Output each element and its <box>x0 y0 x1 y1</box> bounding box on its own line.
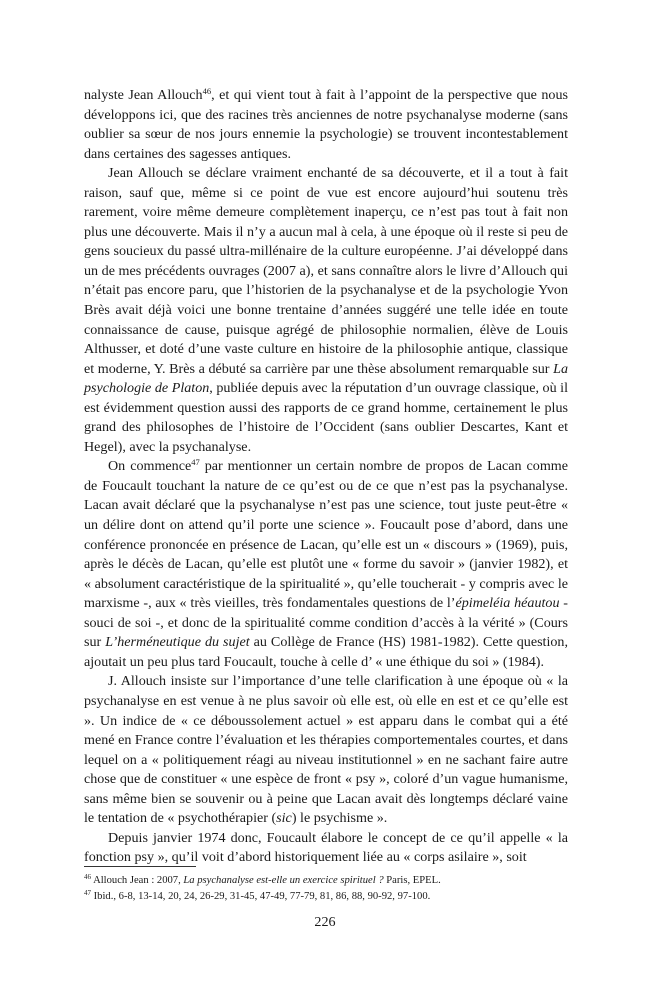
text-run: Jean Allouch se déclare vraiment enchanté de sa découverte, et il a tout à fait raison, sauf que, même si ce point de vue est encore aujourd’hui soutenu très rarement, voire même demeure complètement inaperçu, ce n’est pas tout à fait non plus une découverte. Mais il n’y a aucun mal à cela, à une époque où il reste si peu de gens soucieux du passé ultra-millénaire de la culture européenne. J’ai développé dans un de mes précédents ouvrages (2007 a), et sans connaître alors le livre d’Allouch qui n’était pas encore paru, que l’historien de la psychanalyse et de la psychologie Yvon Brès avait déjà voici une bonne trentaine d’années suggéré une telle idée en toute connaissance de cause, puisque agrégé de philosophie normalien, élève de Louis Althusser, et doté d’une vaste culture en histoire de la philosophie antique, classique et moderne, Y. Brès a débuté sa carrière par une thèse absolument remarquable sur <box>84 165 568 377</box>
footnote-ref: 47 <box>84 888 91 897</box>
paragraph <box>84 86 568 164</box>
text-run: au Collège de France (HS) 1981-1982). Cette question, ajoutait un peu plus tard Foucault, touche à celle d’ « une éthique du soi » (1984). <box>84 634 569 670</box>
footnote-ref: 47 <box>191 457 200 468</box>
footnotes <box>84 873 568 904</box>
italic-text: épimeléia héautou <box>455 595 560 612</box>
page-number: 226 <box>314 914 336 930</box>
text-run: - souci de soi -, et donc de la spiritualité comme condition d’accès à la vérité » (Cours sur <box>84 595 568 651</box>
text-run: Allouch Jean : 2007, <box>91 875 184 886</box>
paragraph <box>84 672 568 828</box>
text-run: On commence <box>108 458 192 475</box>
text-run: J. Allouch insiste sur l’importance d’une telle clarification à une époque où « la psychanalyse en est venue à ne plus savoir où elle est, où elle en est et ce qu’elle est ». Un indice de « ce déboussolement actuel » est apparu dans le combat qui a été mené en France contre l’évaluation et les thérapies comportementales courtes, et dans lequel on a « politiquement réagi au niveau institutionnel » en ne sachant faire autre chose que de constituer « une espèce de front « psy », coloré d’un vague humanisme, sans même bien se souvenir ou à peine que Lacan avait dès longtemps déclaré vaine le tentation de « psychothérapier ( <box>84 673 568 827</box>
text-run: Depuis janvier 1974 donc, Foucault élabore le concept de ce qu’il appelle « la fonction psy », qu’il voit d’abord historiquement liée au « corps asilaire », soit <box>84 829 568 866</box>
body-text <box>84 86 568 868</box>
text-run: Ibid., 6-8, 13-14, 20, 24, 26-29, 31-45, 47-49, 77-79, 81, 86, 88, 90-92, 97-100. <box>91 890 431 902</box>
italic-text: L’herméneutique du sujet <box>105 634 250 651</box>
footnote-separator <box>84 866 196 867</box>
italic-text: La psychanalyse est-elle un exercice spirituel ? <box>183 875 384 886</box>
footnote-ref: 46 <box>84 873 91 881</box>
italic-text: sic <box>276 810 292 827</box>
footnote <box>84 889 568 905</box>
footnote-ref: 46 <box>202 86 212 96</box>
text-run: Paris, EPEL. <box>383 875 441 886</box>
text-run: , et qui vient tout à fait à l’appoint de la perspective que nous développons ici, que des racines très anciennes de notre psychanalyse moderne (sans oublier sa sœur de nos jours ennemie la psychologie) se trouvent incontestablement dans certaines des sagesses antiques. <box>84 87 568 162</box>
paragraph <box>84 829 568 868</box>
text-run: nalyste Jean Allouch <box>84 87 203 103</box>
paragraph <box>84 164 568 457</box>
text-run: , publiée depuis avec la réputation d’un ouvrage classique, où il est évidemment question aussi des rapports de ce grand homme, certainement le plus grand des philosophes de l’histoire de l’Occident (sans oublier Descartes, Kant et Hegel), avec la psychanalyse. <box>84 380 569 455</box>
paragraph <box>84 457 568 672</box>
italic-text: La psychologie de Platon <box>84 360 568 397</box>
footnote <box>84 873 568 889</box>
text-run: par mentionner un certain nombre de propos de Lacan comme de Foucault touchant la nature de ce qu’est ou de ce que n’est pas la psychanalyse. Lacan avait déclaré que la psychanalyse n’est pas une science, tout juste peut-être « un délire dont on attend qu’il porte une science ». Foucault pose d’abord, dans une conférence prononcée en présence de Lacan, qu’elle est un « discours » (1969), puis, après le décès de Lacan, qu’elle est plutôt une « forme du savoir » (janvier 1982), et « absolument caractéristique de la spiritualité », qu’elle toucherait - y compris avec le marxisme -, aux « très vieilles, très fondamentales questions de l’ <box>84 458 568 612</box>
text-run: ) le psychisme ». <box>291 810 388 827</box>
